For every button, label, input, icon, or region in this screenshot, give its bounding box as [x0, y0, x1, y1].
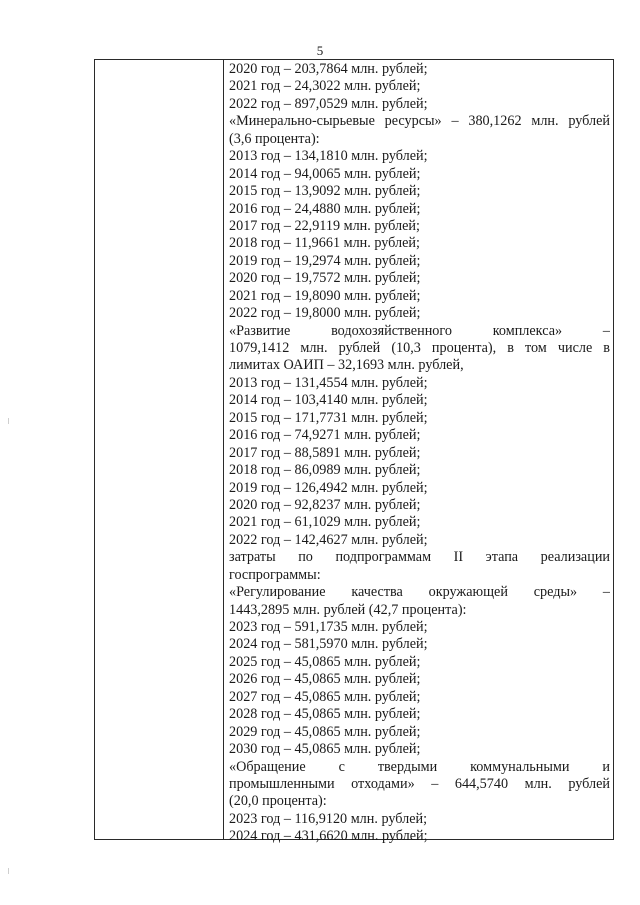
text-line: 2020 год – 203,7864 млн. рублей; [229, 61, 428, 77]
text-line: (20,0 процента): [229, 793, 327, 810]
text-line: 2016 год – 24,4880 млн. рублей; [229, 200, 421, 217]
text-line: «Регулирование качества окружающей среды» – [229, 584, 610, 601]
text-line: 2017 год – 88,5891 млн. рублей; [229, 444, 421, 461]
text-line: 2018 год – 11,9661 млн. рублей; [229, 235, 420, 252]
scan-edge-mark [8, 418, 9, 424]
funding-text-cell [229, 61, 610, 846]
text-line: 2021 год – 24,3022 млн. рублей; [229, 78, 421, 95]
text-line: 2018 год – 86,0989 млн. рублей; [229, 462, 421, 479]
text-line: «Обращение с твердыми коммунальными и [229, 758, 610, 775]
text-line: 2019 год – 126,4942 млн. рублей; [229, 479, 428, 496]
text-line: 2022 год – 19,8000 млн. рублей; [229, 305, 421, 322]
text-line: 2030 год – 45,0865 млн. рублей; [229, 741, 421, 758]
text-line: лимитах ОАИП – 32,1693 млн. рублей, [229, 357, 464, 374]
text-line: 2024 год – 431,6620 млн. рублей; [229, 828, 428, 845]
text-line: 2025 год – 45,0865 млн. рублей; [229, 653, 421, 670]
text-line: 2026 год – 45,0865 млн. рублей; [229, 671, 421, 688]
text-line: 2014 год – 103,4140 млн. рублей; [229, 392, 428, 409]
text-line: 2027 год – 45,0865 млн. рублей; [229, 688, 421, 705]
text-line: (3,6 процента): [229, 130, 320, 147]
text-line: 2028 год – 45,0865 млн. рублей; [229, 706, 421, 723]
column-divider [223, 60, 224, 839]
text-line: 2014 год – 94,0065 млн. рублей; [229, 165, 421, 182]
text-line: 2013 год – 131,4554 млн. рублей; [229, 374, 428, 391]
text-line: 2017 год – 22,9119 млн. рублей; [229, 217, 420, 234]
scan-edge-mark [8, 868, 9, 874]
text-line: 1079,1412 млн. рублей (10,3 процента), в том числе в [229, 340, 610, 356]
text-line: 1443,2895 млн. рублей (42,7 процента): [229, 601, 467, 618]
text-line: 2020 год – 92,8237 млн. рублей; [229, 496, 421, 513]
text-line: 2013 год – 134,1810 млн. рублей; [229, 148, 428, 165]
text-line: 2024 год – 581,5970 млн. рублей; [229, 636, 428, 653]
text-line: промышленными отходами» – 644,5740 млн. рублей [229, 775, 610, 792]
page-number: 5 [316, 43, 324, 58]
text-line: 2019 год – 19,2974 млн. рублей; [229, 252, 421, 269]
text-line: 2020 год – 19,7572 млн. рублей; [229, 270, 421, 287]
text-line: 2015 год – 171,7731 млн. рублей; [229, 409, 428, 426]
text-line: 2023 год – 591,1735 млн. рублей; [229, 619, 428, 635]
text-line: «Развитие водохозяйственного комплекса» – [229, 322, 610, 339]
text-line: 2022 год – 142,4627 млн. рублей; [229, 531, 428, 548]
text-line: госпрограммы: [229, 566, 321, 583]
text-line: 2022 год – 897,0529 млн. рублей; [229, 95, 428, 112]
text-line: 2021 год – 61,1029 млн. рублей; [229, 514, 421, 531]
program-funding-table [94, 59, 614, 845]
text-line: затраты по подпрограммам II этапа реализации [229, 549, 610, 566]
text-line: 2029 год – 45,0865 млн. рублей; [229, 723, 421, 740]
text-line: 2015 год – 13,9092 млн. рублей; [229, 183, 421, 200]
text-line: 2016 год – 74,9271 млн. рублей; [229, 427, 421, 444]
text-line: 2023 год – 116,9120 млн. рублей; [229, 810, 428, 827]
text-line: «Минерально-сырьевые ресурсы» – 380,1262 млн. рублей [229, 113, 610, 130]
text-line: 2021 год – 19,8090 млн. рублей; [229, 287, 421, 304]
